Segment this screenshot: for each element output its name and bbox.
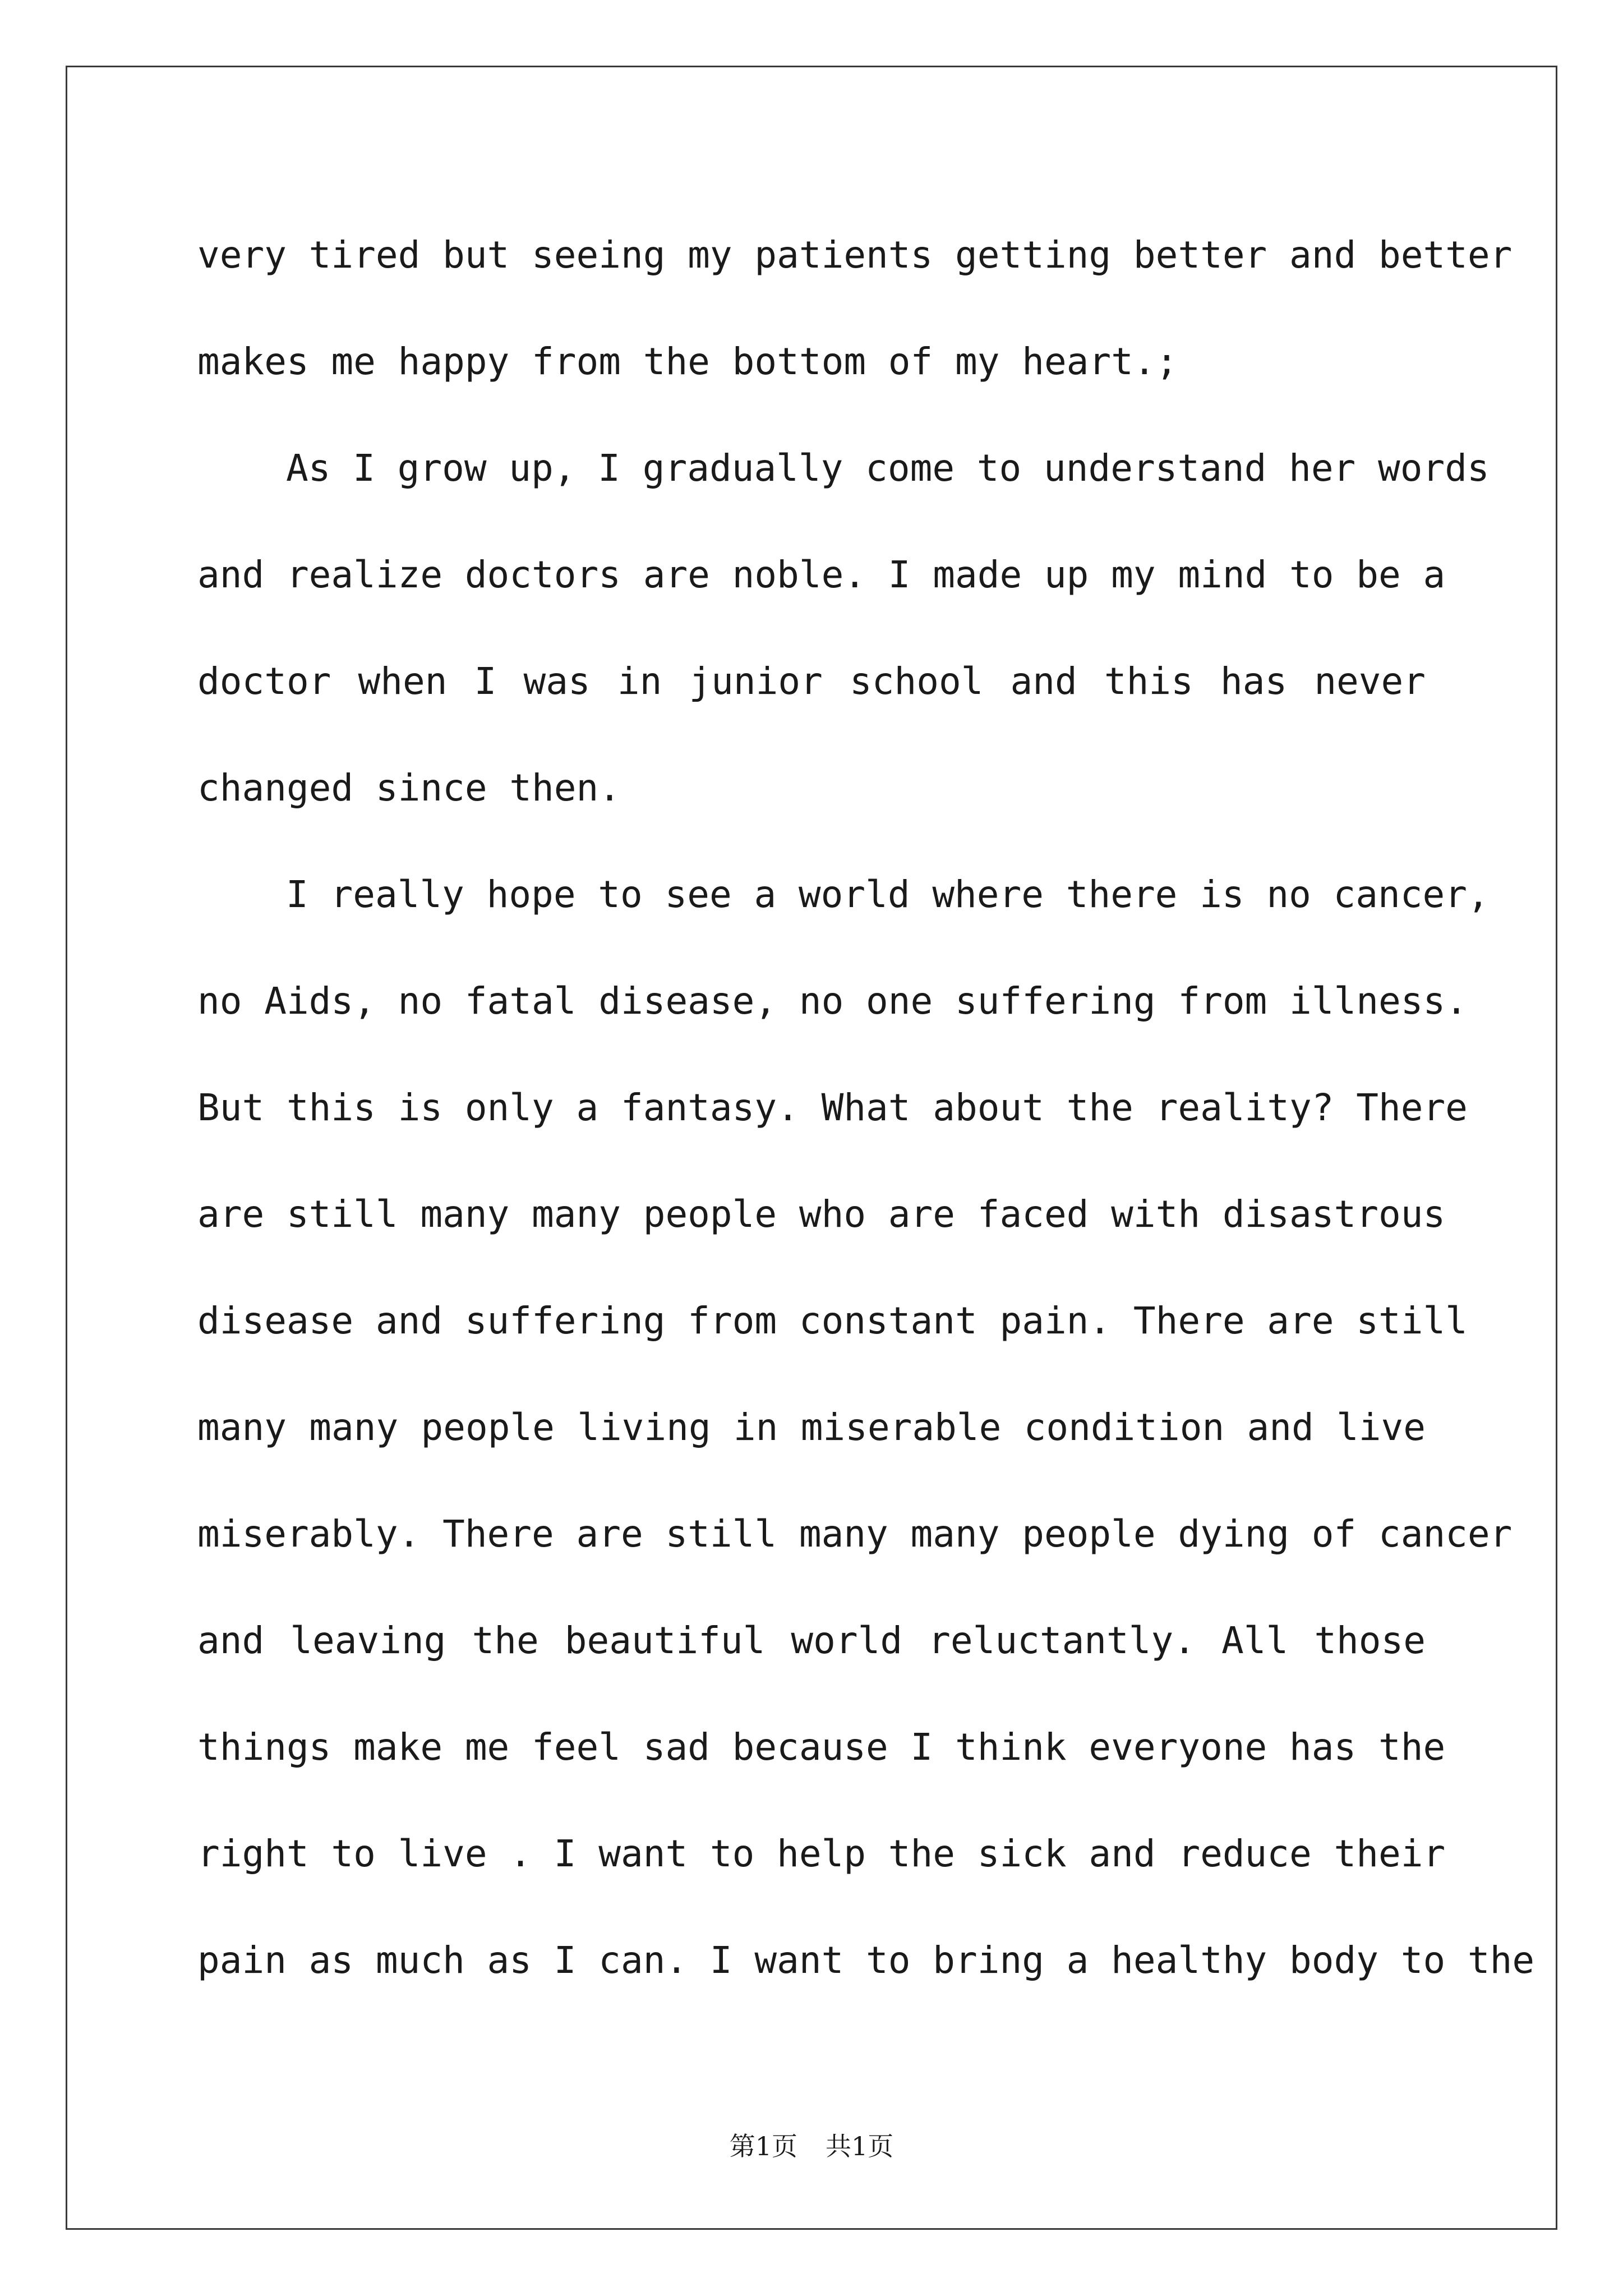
text-line: right to live . I want to help the sick and reduce their <box>197 1832 1446 1875</box>
text-line: and leaving the beautiful world reluctantly. All those <box>197 1619 1426 1662</box>
page-number-current: 第1页 <box>729 2131 797 2161</box>
text-line: and realize doctors are noble. I made up my mind to be a <box>197 553 1446 596</box>
text-line: are still many many people who are faced with disastrous <box>197 1193 1446 1236</box>
page-number-total: 共1页 <box>826 2131 894 2161</box>
text-line: miserably. There are still many many people dying of cancer <box>197 1512 1513 1556</box>
text-line: changed since then. <box>197 766 621 809</box>
text-line: disease and suffering from constant pain. There are still <box>197 1299 1468 1342</box>
text-line: But this is only a fantasy. What about the reality? There <box>197 1086 1468 1129</box>
document-body <box>197 202 1535 2014</box>
text-line: makes me happy from the bottom of my heart.; <box>197 340 1178 383</box>
text-line: pain as much as I can. I want to bring a healthy body to the <box>197 1939 1535 1982</box>
text-line: many many people living in miserable condition and live <box>197 1406 1426 1449</box>
text-line: things make me feel sad because I think everyone has the <box>197 1726 1446 1769</box>
page-footer <box>0 2126 1623 2163</box>
text-line: no Aids, no fatal disease, no one suffering from illness. <box>197 979 1468 1023</box>
text-line: doctor when I was in junior school and this has never <box>197 660 1426 703</box>
text-line: I really hope to see a world where there is no cancer, <box>286 873 1490 916</box>
text-line: very tired but seeing my patients getting better and better <box>197 233 1513 277</box>
text-line: As I grow up, I gradually come to understand her words <box>286 447 1490 490</box>
